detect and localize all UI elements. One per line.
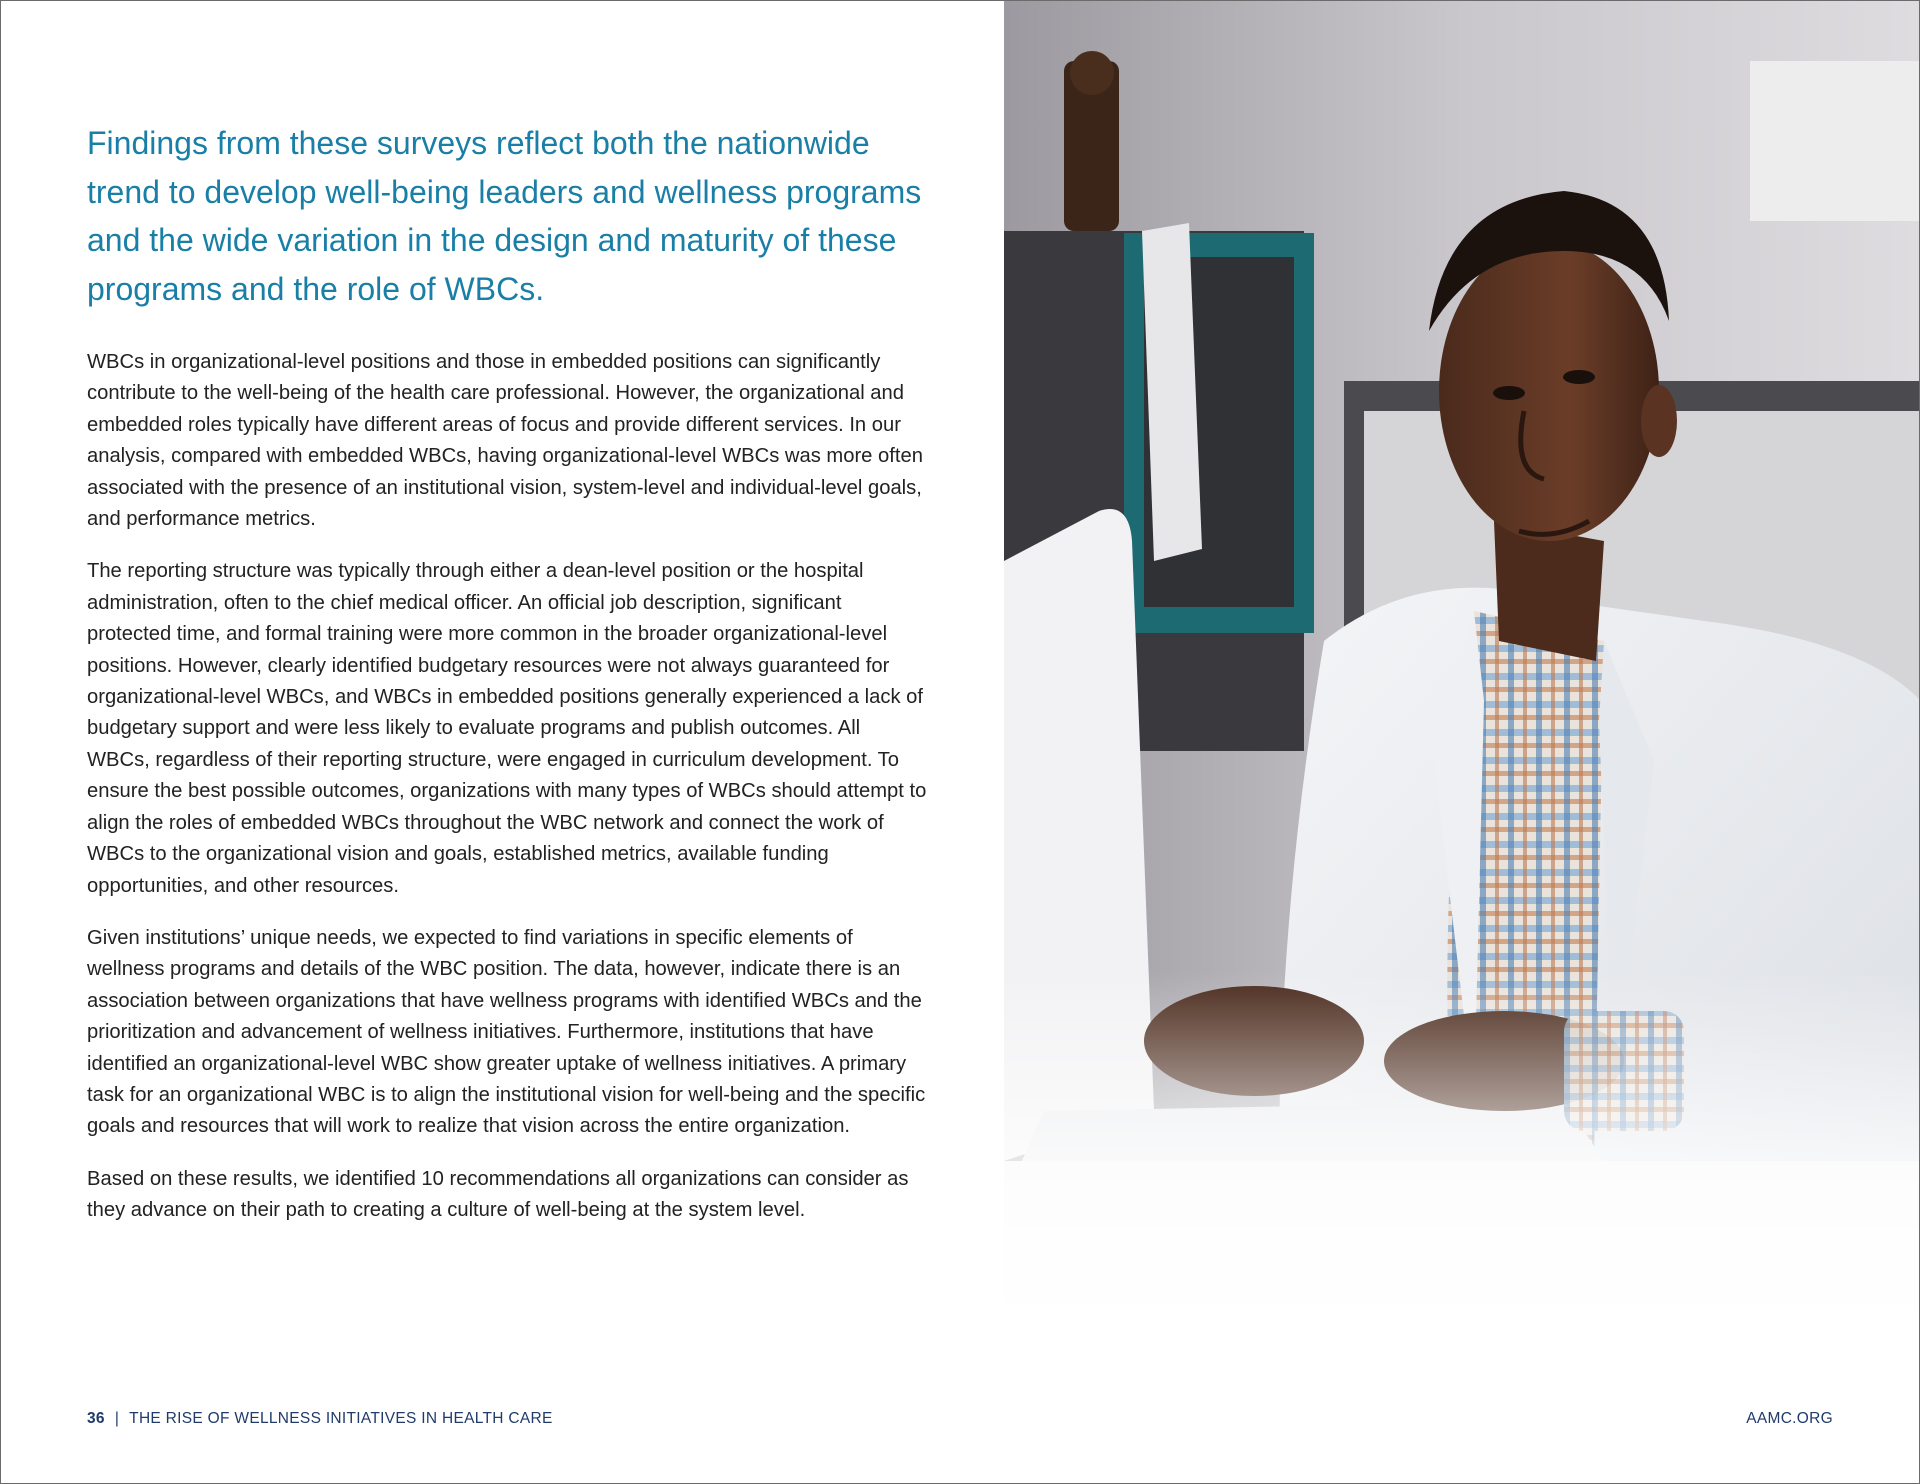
site-link[interactable]: AAMC.ORG xyxy=(1746,1410,1833,1427)
body-paragraph-4: Based on these results, we identified 10 recommendations all organizations can consider as they advance on their path to creating a culture of well-being at the system level. xyxy=(87,1167,909,1222)
body-paragraph-3: Given institutions’ unique needs, we expected to find variations in specific elements of wellness programs and details of the WBC position. The data, however, indicate there is an association between organizations that have wellness programs with identified WBCs and the prioritization and advancement of wellness initiatives. Furthermore, institutions that have identified an organizational-level WBC show greater uptake of wellness initiatives. A primary task for an organizational WBC is to align the institutional vision for well-being and the specific goals and resources that will work to realize that vision across the entire organization. xyxy=(87,926,926,1138)
page-footer xyxy=(87,1410,1833,1432)
publication-title: THE RISE OF WELLNESS INITIATIVES IN HEALTH CARE xyxy=(129,1410,553,1427)
page-number: 36 xyxy=(87,1410,105,1427)
footer-separator: | xyxy=(114,1410,120,1427)
doctor-at-laptop-photo xyxy=(1004,1,1920,1331)
body-paragraph-2: The reporting structure was typically through either a dean-level position or the hospital administration, often to the chief medical officer. An official job description, significant protected time, and formal training were more common in the broader organizational-level positions. However, clearly identified budgetary resources were not always guaranteed for organizational-level WBCs, and WBCs in embedded positions generally experienced a lack of budgetary support and were less likely to evaluate programs and publish outcomes. All WBCs, regardless of their reporting structure, were engaged in curriculum development. To ensure the best possible outcomes, organizations with many types of WBCs should attempt to align the roles of embedded WBCs throughout the WBC network and connect the work of WBCs to the organizational vision and goals, established metrics, available funding opportunities, and other resources. xyxy=(87,560,927,897)
body-paragraph-1: WBCs in organizational-level positions and those in embedded positions can significantly contribute to the well-being of the health care professional. However, the organizational and embedded roles typically have different areas of focus and provide different services. In our analysis, compared with embedded WBCs, having organizational-level WBCs was more often associated with the presence of an institutional vision, system-level and individual-level goals, and performance metrics. xyxy=(87,351,923,531)
photo-fade-overlay xyxy=(1004,971,1920,1331)
pull-quote: Findings from these surveys reflect both the nationwide trend to develop well-being leaders and wellness programs and the wide variation in the design and maturity of these programs and the role of WBCs. xyxy=(87,125,922,307)
text-column xyxy=(87,119,927,1248)
